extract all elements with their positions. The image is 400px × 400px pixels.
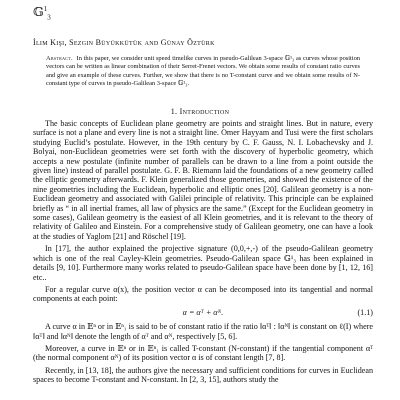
title-fragment (33, 2, 51, 25)
paragraph: Recently, in [13, 18], the authors give the necessary and sufficient conditions for curves in Euclidean spaces to become T-constant and N-constant. In [2, 3, 15], authors study the (33, 365, 373, 385)
section-title: 1. Introduction (170, 107, 230, 116)
paragraph: Moreover, a curve in 𝔼ⁿ or in 𝔼ⁿ₁ is called T-constant (N-constant) if the tangential component αᵀ (the normal component αᴺ) of its position vector α is of constant length [7, 8]. (33, 343, 373, 363)
paragraph: A curve α in 𝔼ⁿ or in 𝔼ⁿ₁ is said to be of constant ratio if the ratio ‖αᵀ‖ : ‖αᴺ‖ is constant on ℓ(I) where ‖αᵀ‖ and ‖αᴺ‖ denote the length of αᵀ and αᴺ, respectively [5, 6]. (33, 322, 373, 341)
title-sub: 3 (47, 13, 51, 22)
equation-number: (1.1) (357, 307, 373, 317)
equation-text: α = αᵀ + αᴺ. (182, 307, 224, 317)
title-sup: 1 (43, 5, 48, 13)
body-text (33, 119, 373, 388)
abstract-label: Abstract. (46, 55, 73, 62)
abstract (46, 55, 360, 88)
abstract-text: In this paper, we consider unit speed timelike curves in pseudo-Galilean 3-space 𝔾¹₃ as curves whose position vectors can be written as linear combination of their Serret-Frenet vectors. We obtain some results of constant ratio curves and give an example of these curves. Further, we show that there is no T-constant curve and we obtain some results of N-constant type of curves in pseudo-Galilean 3-space 𝔾¹₃. (46, 55, 360, 87)
equation (33, 308, 373, 317)
paragraph: In [17], the author explained the projective signature (0,0,+,-) of the pseudo-Galilean geometry which is one of the real Cayley-Klein geometries. Pseudo-Galilean space 𝔾¹₃ has been explained in details [9, 10]. Furthermore many works related to pseudo-Galilean space have been done by [1, 12, 16] etc.. (33, 244, 373, 282)
author-list: İlim Kişi, Sezgin Büyükkütük and Günay Öztürk (33, 38, 215, 47)
paragraph: For a regular curve α(x), the position vector α can be decomposed into its tangential and normal components at each point: (33, 284, 373, 304)
title-symbol: 𝔾 (33, 5, 44, 20)
paragraph: The basic concepts of Euclidean plane geometry are points and straight lines. But in nature, every surface is not a plane and every line is not a straight line. Omer Hayyam and Tusi were the first scholars studying Euclid’s postulate. However, in the 19th century by C. F. Gauss, N. I. Lobachevsky and J. Bolyai, non-Euclidean geometries were set forth with the discovery of hyperbolic geometry, which accepts a new postulate (infinite number of parallels can be drawn to a line from a point outside the given line) instead of parallel postulate. G. F. B. Riemann laid the foundations of a new geometry called the elliptic geometry afterwards. F. Klein generalized those geometries, and showed the existence of the nine geometries including the Euclidean, hyperbolic and elliptic ones [20]. Galilean geometry is a non-Euclidean geometry and associated with Galilei principle of relativity. This principle can be explained briefly as “ in all inertial frames, all law of physics are the same.” (Except for the Euclidean geometry in some cases), Galilean geometry is the easiest of all Klein geometries, and it is relevant to the theory of relativity of Galileo and Einstein. For a comprehensive study of Galilean geometry, one can have a look at the studies of Yaglom [21] and Röschel [19]. (33, 119, 373, 241)
